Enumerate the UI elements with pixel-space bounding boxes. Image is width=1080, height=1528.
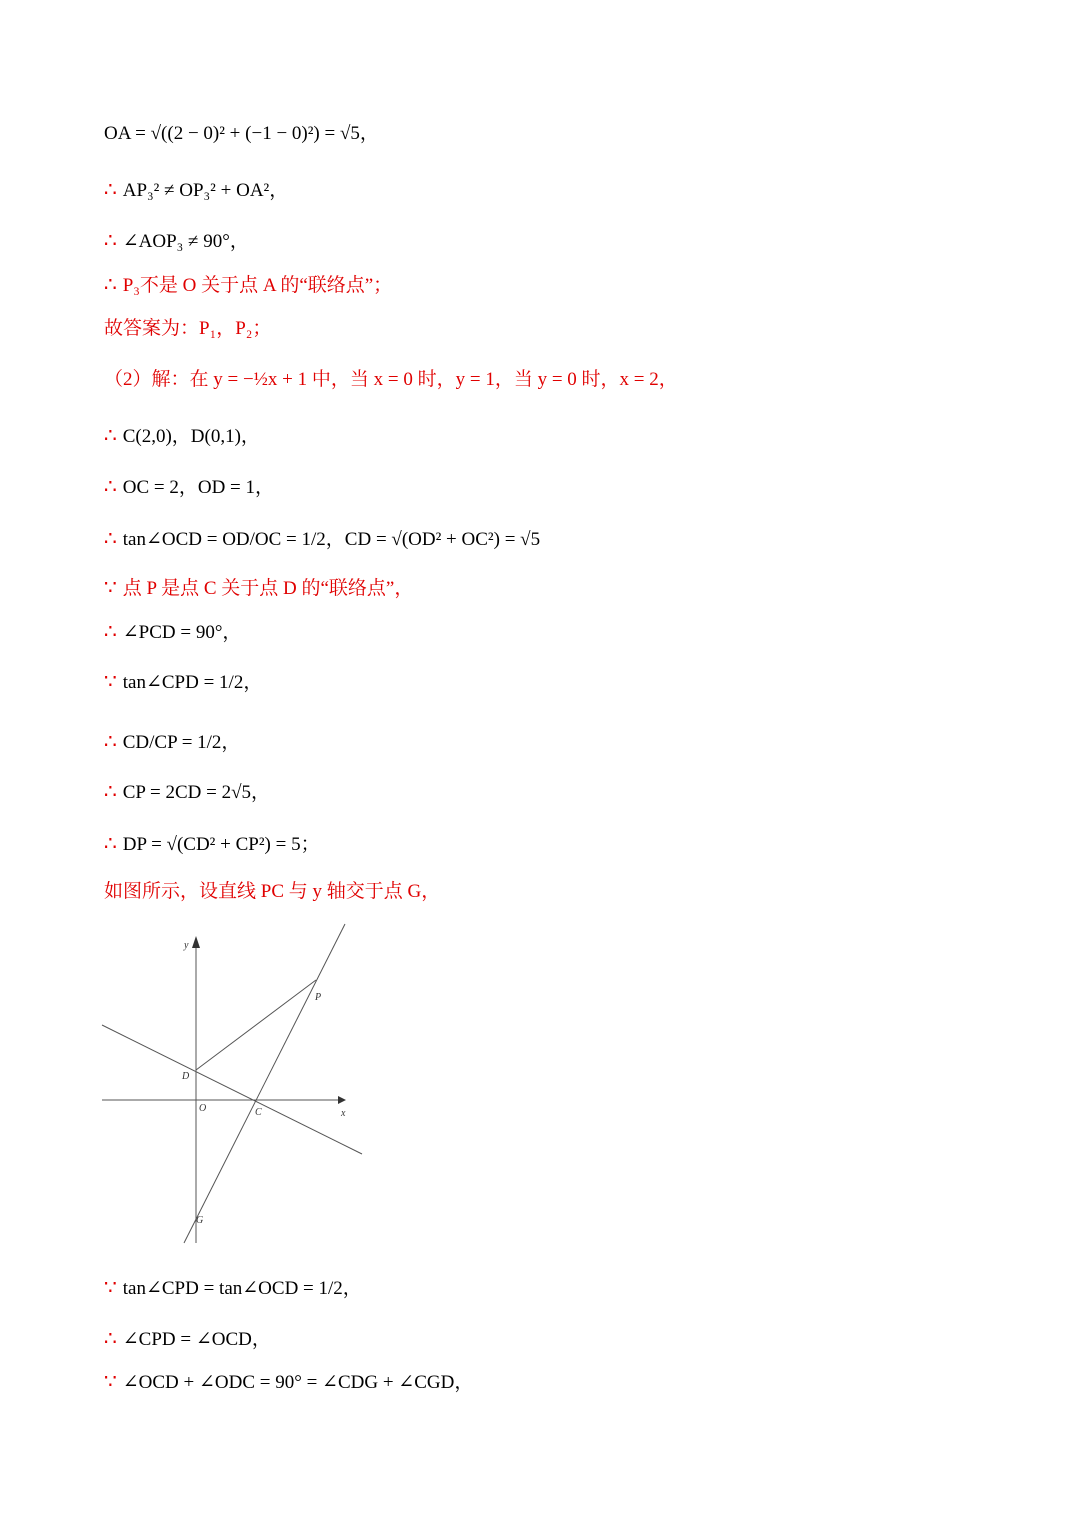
line-oa-text: OA = √((2 − 0)² + (−1 − 0)²) = √5， bbox=[104, 123, 379, 144]
because-icon: ∵ bbox=[104, 668, 117, 693]
line-tan-ocd bbox=[104, 524, 540, 551]
line-figure-intro bbox=[104, 876, 440, 903]
therefore-icon: ∴ bbox=[104, 422, 117, 447]
line-angle-equal-text: ∠CPD = ∠OCD， bbox=[122, 1329, 271, 1350]
therefore-icon: ∴ bbox=[104, 830, 117, 855]
line-pcd-90 bbox=[104, 617, 241, 644]
line-angle-sum-text: ∠OCD + ∠ODC = 90° = ∠CDG + ∠CGD， bbox=[122, 1372, 474, 1393]
line-tan-equal bbox=[104, 1273, 362, 1300]
label-x: x bbox=[341, 1108, 346, 1119]
therefore-icon: ∴ bbox=[104, 176, 117, 201]
therefore-icon: ∴ bbox=[104, 778, 117, 803]
line-part2 bbox=[104, 364, 678, 391]
label-g: G bbox=[196, 1215, 204, 1226]
y-axis-arrow-icon bbox=[192, 936, 200, 948]
line-answer-text: 故答案为：P₁，P₂； bbox=[104, 318, 272, 339]
because-icon: ∵ bbox=[104, 1368, 117, 1393]
label-o: O bbox=[199, 1103, 207, 1114]
line-tan-equal-text: tan∠CPD = tan∠OCD = 1/2， bbox=[122, 1278, 362, 1299]
line-part2-text: （2）解：在 y = −½x + 1 中，当 x = 0 时，y = 1，当 y = 0 时，x = 2， bbox=[104, 369, 678, 390]
label-y: y bbox=[184, 940, 189, 951]
line-tan-cpd bbox=[104, 667, 262, 694]
label-d: D bbox=[182, 1071, 190, 1082]
line-answer bbox=[104, 313, 271, 340]
because-icon: ∵ bbox=[104, 1274, 117, 1299]
therefore-icon: ∴ bbox=[104, 271, 117, 296]
therefore-icon: ∴ bbox=[104, 618, 117, 643]
therefore-icon: ∴ bbox=[104, 1325, 117, 1350]
line-p-liaison-text: 点 P 是点 C 关于点 D 的“联络点”， bbox=[122, 578, 414, 599]
line-tan-ocd-text: tan∠OCD = OD/OC = 1/2，CD = √(OD² + OC²) = √5 bbox=[122, 529, 541, 550]
label-p: P bbox=[315, 992, 322, 1003]
line-cd bbox=[102, 1025, 362, 1154]
line-oc-od bbox=[104, 472, 274, 499]
line-ap3-text: AP₃² ≠ OP₃² + OA²， bbox=[122, 180, 289, 201]
coordinate-figure bbox=[100, 918, 370, 1248]
line-aop3 bbox=[104, 226, 249, 253]
line-cd-points-text: C(2,0)，D(0,1)， bbox=[122, 426, 260, 447]
therefore-icon: ∴ bbox=[104, 728, 117, 753]
line-p3-conclusion bbox=[104, 270, 392, 297]
line-angle-equal bbox=[104, 1324, 271, 1351]
label-c: C bbox=[255, 1107, 262, 1118]
line-ap3 bbox=[104, 175, 288, 202]
line-p3-conclusion-text: P₃不是 O 关于点 A 的“联络点”； bbox=[122, 275, 393, 296]
line-cd-cp-ratio bbox=[104, 727, 240, 754]
line-pcd-90-text: ∠PCD = 90°， bbox=[122, 622, 242, 643]
segment-dp bbox=[196, 980, 316, 1070]
line-tan-cpd-text: tan∠CPD = 1/2， bbox=[122, 672, 263, 693]
line-p-liaison bbox=[104, 573, 413, 600]
line-oa bbox=[104, 118, 379, 145]
therefore-icon: ∴ bbox=[104, 473, 117, 498]
line-figure-intro-text: 如图所示，设直线 PC 与 y 轴交于点 G， bbox=[104, 881, 441, 902]
line-dp-value-text: DP = √(CD² + CP²) = 5； bbox=[122, 834, 320, 855]
line-cp-value-text: CP = 2CD = 2√5， bbox=[122, 782, 271, 803]
line-cp-value bbox=[104, 777, 270, 804]
because-icon: ∵ bbox=[104, 574, 117, 599]
therefore-icon: ∴ bbox=[104, 525, 117, 550]
line-oc-od-text: OC = 2，OD = 1， bbox=[122, 477, 275, 498]
line-cd-points bbox=[104, 421, 260, 448]
line-dp-value bbox=[104, 829, 320, 856]
line-angle-sum bbox=[104, 1367, 473, 1394]
line-cd-cp-ratio-text: CD/CP = 1/2， bbox=[122, 732, 241, 753]
x-axis-arrow-icon bbox=[338, 1096, 346, 1104]
therefore-icon: ∴ bbox=[104, 227, 117, 252]
line-pc bbox=[184, 924, 345, 1243]
line-aop3-text: ∠AOP₃ ≠ 90°， bbox=[122, 231, 249, 252]
